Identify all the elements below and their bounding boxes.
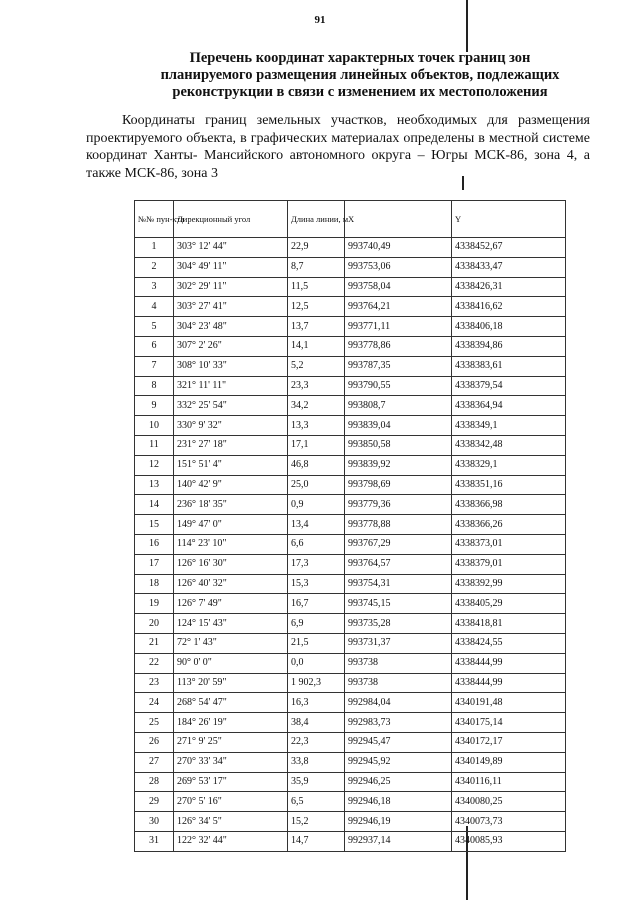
cell-point-number: 26 bbox=[135, 732, 174, 752]
cell-direction-angle: 90° 0' 0" bbox=[174, 653, 288, 673]
cell-line-length: 13,4 bbox=[288, 515, 345, 535]
cell-line-length: 17,3 bbox=[288, 554, 345, 574]
cell-x: 993735,28 bbox=[345, 614, 452, 634]
cell-line-length: 23,3 bbox=[288, 376, 345, 396]
cell-y: 4340085,93 bbox=[452, 831, 566, 851]
cell-line-length: 22,9 bbox=[288, 238, 345, 258]
cell-y: 4338416,62 bbox=[452, 297, 566, 317]
cell-y: 4340149,89 bbox=[452, 752, 566, 772]
cell-line-length: 0,0 bbox=[288, 653, 345, 673]
cell-line-length: 16,3 bbox=[288, 693, 345, 713]
table-row bbox=[135, 435, 566, 455]
table-row bbox=[135, 455, 566, 475]
cell-y: 4338394,86 bbox=[452, 336, 566, 356]
cell-point-number: 10 bbox=[135, 416, 174, 436]
header-line-length: Длина линии, м bbox=[288, 201, 345, 238]
cell-x: 993754,31 bbox=[345, 574, 452, 594]
cell-y: 4340073,73 bbox=[452, 812, 566, 832]
cell-line-length: 8,7 bbox=[288, 257, 345, 277]
cell-line-length: 21,5 bbox=[288, 633, 345, 653]
cell-point-number: 27 bbox=[135, 752, 174, 772]
cell-direction-angle: 126° 7' 49" bbox=[174, 594, 288, 614]
cell-direction-angle: 303° 27' 41" bbox=[174, 297, 288, 317]
cell-direction-angle: 72° 1' 43" bbox=[174, 633, 288, 653]
cell-line-length: 14,1 bbox=[288, 336, 345, 356]
cell-x: 993839,92 bbox=[345, 455, 452, 475]
cell-direction-angle: 268° 54' 47" bbox=[174, 693, 288, 713]
cell-direction-angle: 302° 29' 11" bbox=[174, 277, 288, 297]
cell-x: 993738 bbox=[345, 653, 452, 673]
cell-line-length: 11,5 bbox=[288, 277, 345, 297]
cell-direction-angle: 307° 2' 26" bbox=[174, 336, 288, 356]
cell-line-length: 22,3 bbox=[288, 732, 345, 752]
cell-x: 993850,58 bbox=[345, 435, 452, 455]
cell-y: 4338444,99 bbox=[452, 673, 566, 693]
cell-direction-angle: 270° 33' 34" bbox=[174, 752, 288, 772]
cell-x: 993771,11 bbox=[345, 317, 452, 337]
table-row bbox=[135, 356, 566, 376]
table-row bbox=[135, 238, 566, 258]
table-row bbox=[135, 673, 566, 693]
cell-x: 993779,36 bbox=[345, 495, 452, 515]
table-row bbox=[135, 792, 566, 812]
cell-x: 992983,73 bbox=[345, 713, 452, 733]
cell-y: 4338406,18 bbox=[452, 317, 566, 337]
cell-y: 4340191,48 bbox=[452, 693, 566, 713]
title-line: Перечень координат характерных точек границ зон bbox=[189, 50, 531, 66]
cell-point-number: 2 bbox=[135, 257, 174, 277]
cell-y: 4340080,25 bbox=[452, 792, 566, 812]
table-row bbox=[135, 693, 566, 713]
table-row bbox=[135, 475, 566, 495]
cell-point-number: 30 bbox=[135, 812, 174, 832]
cell-direction-angle: 126° 16' 30" bbox=[174, 554, 288, 574]
cell-line-length: 15,2 bbox=[288, 812, 345, 832]
document-title bbox=[120, 50, 600, 101]
cell-direction-angle: 113° 20' 59" bbox=[174, 673, 288, 693]
cell-y: 4338351,16 bbox=[452, 475, 566, 495]
cell-x: 993745,15 bbox=[345, 594, 452, 614]
cell-point-number: 29 bbox=[135, 792, 174, 812]
cell-x: 993764,21 bbox=[345, 297, 452, 317]
cell-point-number: 1 bbox=[135, 238, 174, 258]
cell-y: 4338366,26 bbox=[452, 515, 566, 535]
table-row bbox=[135, 574, 566, 594]
cell-x: 993753,06 bbox=[345, 257, 452, 277]
cell-line-length: 6,5 bbox=[288, 792, 345, 812]
cell-line-length: 5,2 bbox=[288, 356, 345, 376]
cell-point-number: 23 bbox=[135, 673, 174, 693]
table-row bbox=[135, 812, 566, 832]
cell-x: 993798,69 bbox=[345, 475, 452, 495]
cell-line-length: 16,7 bbox=[288, 594, 345, 614]
cell-x: 993764,57 bbox=[345, 554, 452, 574]
cell-point-number: 21 bbox=[135, 633, 174, 653]
cell-line-length: 6,6 bbox=[288, 534, 345, 554]
cell-y: 4338383,61 bbox=[452, 356, 566, 376]
table-row bbox=[135, 831, 566, 851]
cell-x: 992946,25 bbox=[345, 772, 452, 792]
cell-y: 4338392,99 bbox=[452, 574, 566, 594]
cell-point-number: 3 bbox=[135, 277, 174, 297]
table-row bbox=[135, 495, 566, 515]
cell-point-number: 18 bbox=[135, 574, 174, 594]
intro-paragraph: Координаты границ земельных участков, необходимых для размещения проектируемого объекта, в графических материалах определены в местной системе координат Ханты- Мансийского автономного округа – Югры МСК-86, зона 4, а также МСК-86, зона 3 bbox=[86, 113, 590, 181]
table-row bbox=[135, 554, 566, 574]
table-row bbox=[135, 732, 566, 752]
table-row bbox=[135, 336, 566, 356]
cell-x: 992984,04 bbox=[345, 693, 452, 713]
cell-y: 4340172,17 bbox=[452, 732, 566, 752]
cell-line-length: 25,0 bbox=[288, 475, 345, 495]
cell-point-number: 5 bbox=[135, 317, 174, 337]
cell-direction-angle: 271° 9' 25" bbox=[174, 732, 288, 752]
cell-y: 4340116,11 bbox=[452, 772, 566, 792]
cell-direction-angle: 149° 47' 0" bbox=[174, 515, 288, 535]
table-row bbox=[135, 614, 566, 634]
table-row bbox=[135, 752, 566, 772]
cell-x: 992946,18 bbox=[345, 792, 452, 812]
cell-y: 4340175,14 bbox=[452, 713, 566, 733]
cell-y: 4338444,99 bbox=[452, 653, 566, 673]
cell-point-number: 17 bbox=[135, 554, 174, 574]
cell-y: 4338379,54 bbox=[452, 376, 566, 396]
table-row bbox=[135, 396, 566, 416]
table-row bbox=[135, 376, 566, 396]
cell-point-number: 19 bbox=[135, 594, 174, 614]
cell-line-length: 13,7 bbox=[288, 317, 345, 337]
cell-direction-angle: 304° 23' 48" bbox=[174, 317, 288, 337]
cell-y: 4338364,94 bbox=[452, 396, 566, 416]
cell-direction-angle: 231° 27' 18" bbox=[174, 435, 288, 455]
table-row bbox=[135, 257, 566, 277]
cell-line-length: 34,2 bbox=[288, 396, 345, 416]
cell-line-length: 12,5 bbox=[288, 297, 345, 317]
cell-point-number: 13 bbox=[135, 475, 174, 495]
title-line: планируемого размещения линейных объектов, подлежащих bbox=[160, 67, 560, 83]
cell-y: 4338452,67 bbox=[452, 238, 566, 258]
table-row bbox=[135, 633, 566, 653]
cell-x: 993738 bbox=[345, 673, 452, 693]
cell-direction-angle: 303° 12' 44" bbox=[174, 238, 288, 258]
cell-point-number: 16 bbox=[135, 534, 174, 554]
table-row bbox=[135, 297, 566, 317]
cell-y: 4338418,81 bbox=[452, 614, 566, 634]
header-direction-angle: Дирекционный угол bbox=[174, 201, 288, 238]
cell-point-number: 22 bbox=[135, 653, 174, 673]
cell-y: 4338379,01 bbox=[452, 554, 566, 574]
cell-x: 993740,49 bbox=[345, 238, 452, 258]
cell-x: 992945,92 bbox=[345, 752, 452, 772]
cell-line-length: 46,8 bbox=[288, 455, 345, 475]
table-row bbox=[135, 534, 566, 554]
cell-y: 4338329,1 bbox=[452, 455, 566, 475]
cell-line-length: 13,3 bbox=[288, 416, 345, 436]
cell-point-number: 14 bbox=[135, 495, 174, 515]
cell-line-length: 38,4 bbox=[288, 713, 345, 733]
cell-point-number: 28 bbox=[135, 772, 174, 792]
cell-direction-angle: 151° 51' 4" bbox=[174, 455, 288, 475]
table-row bbox=[135, 653, 566, 673]
cell-point-number: 25 bbox=[135, 713, 174, 733]
title-line: реконструкции в связи с изменением их местоположения bbox=[172, 84, 548, 100]
cell-direction-angle: 330° 9' 32" bbox=[174, 416, 288, 436]
cell-y: 4338405,29 bbox=[452, 594, 566, 614]
cell-direction-angle: 126° 40' 32" bbox=[174, 574, 288, 594]
cell-x: 992946,19 bbox=[345, 812, 452, 832]
cell-direction-angle: 308° 10' 33" bbox=[174, 356, 288, 376]
cell-direction-angle: 304° 49' 11" bbox=[174, 257, 288, 277]
cell-x: 993787,35 bbox=[345, 356, 452, 376]
cell-x: 993731,37 bbox=[345, 633, 452, 653]
cell-x: 993778,88 bbox=[345, 515, 452, 535]
cell-point-number: 9 bbox=[135, 396, 174, 416]
cell-line-length: 0,9 bbox=[288, 495, 345, 515]
page-number: 91 bbox=[314, 14, 326, 26]
cell-y: 4338373,01 bbox=[452, 534, 566, 554]
table-header-row bbox=[135, 201, 566, 238]
cell-point-number: 31 bbox=[135, 831, 174, 851]
cell-line-length: 6,9 bbox=[288, 614, 345, 634]
cell-direction-angle: 321° 11' 11" bbox=[174, 376, 288, 396]
table-row bbox=[135, 515, 566, 535]
table-body bbox=[135, 238, 566, 852]
cell-direction-angle: 270° 5' 16" bbox=[174, 792, 288, 812]
cell-line-length: 15,3 bbox=[288, 574, 345, 594]
cell-line-length: 33,8 bbox=[288, 752, 345, 772]
cell-y: 4338433,47 bbox=[452, 257, 566, 277]
cell-line-length: 14,7 bbox=[288, 831, 345, 851]
cell-line-length: 17,1 bbox=[288, 435, 345, 455]
cell-y: 4338349,1 bbox=[452, 416, 566, 436]
table-row bbox=[135, 416, 566, 436]
cell-y: 4338366,98 bbox=[452, 495, 566, 515]
table-row bbox=[135, 713, 566, 733]
cell-point-number: 7 bbox=[135, 356, 174, 376]
cell-direction-angle: 269° 53' 17" bbox=[174, 772, 288, 792]
cell-direction-angle: 124° 15' 43" bbox=[174, 614, 288, 634]
cell-x: 993758,04 bbox=[345, 277, 452, 297]
cell-direction-angle: 184° 26' 19" bbox=[174, 713, 288, 733]
table-row bbox=[135, 317, 566, 337]
cell-direction-angle: 236° 18' 35" bbox=[174, 495, 288, 515]
cell-direction-angle: 122° 32' 44" bbox=[174, 831, 288, 851]
cell-point-number: 11 bbox=[135, 435, 174, 455]
header-x: X bbox=[345, 201, 452, 238]
header-y: Y bbox=[452, 201, 566, 238]
cell-direction-angle: 140° 42' 9" bbox=[174, 475, 288, 495]
table-row bbox=[135, 772, 566, 792]
cell-direction-angle: 114° 23' 10" bbox=[174, 534, 288, 554]
cell-x: 993778,86 bbox=[345, 336, 452, 356]
header-point-number: №№ пун-кта bbox=[135, 201, 174, 238]
cell-point-number: 15 bbox=[135, 515, 174, 535]
cell-x: 993790,55 bbox=[345, 376, 452, 396]
scan-artifact-line bbox=[466, 0, 468, 52]
coordinates-table bbox=[134, 200, 566, 852]
cell-x: 992937,14 bbox=[345, 831, 452, 851]
cell-x: 993839,04 bbox=[345, 416, 452, 436]
cell-x: 993767,29 bbox=[345, 534, 452, 554]
cell-point-number: 20 bbox=[135, 614, 174, 634]
table-row bbox=[135, 277, 566, 297]
cell-point-number: 12 bbox=[135, 455, 174, 475]
cell-line-length: 1 902,3 bbox=[288, 673, 345, 693]
table-row bbox=[135, 594, 566, 614]
cell-y: 4338342,48 bbox=[452, 435, 566, 455]
cell-point-number: 24 bbox=[135, 693, 174, 713]
cell-direction-angle: 332° 25' 54" bbox=[174, 396, 288, 416]
cell-direction-angle: 126° 34' 5" bbox=[174, 812, 288, 832]
cell-point-number: 8 bbox=[135, 376, 174, 396]
cell-line-length: 35,9 bbox=[288, 772, 345, 792]
cell-y: 4338426,31 bbox=[452, 277, 566, 297]
cell-point-number: 4 bbox=[135, 297, 174, 317]
cell-x: 993808,7 bbox=[345, 396, 452, 416]
cell-x: 992945,47 bbox=[345, 732, 452, 752]
cell-y: 4338424,55 bbox=[452, 633, 566, 653]
cell-point-number: 6 bbox=[135, 336, 174, 356]
